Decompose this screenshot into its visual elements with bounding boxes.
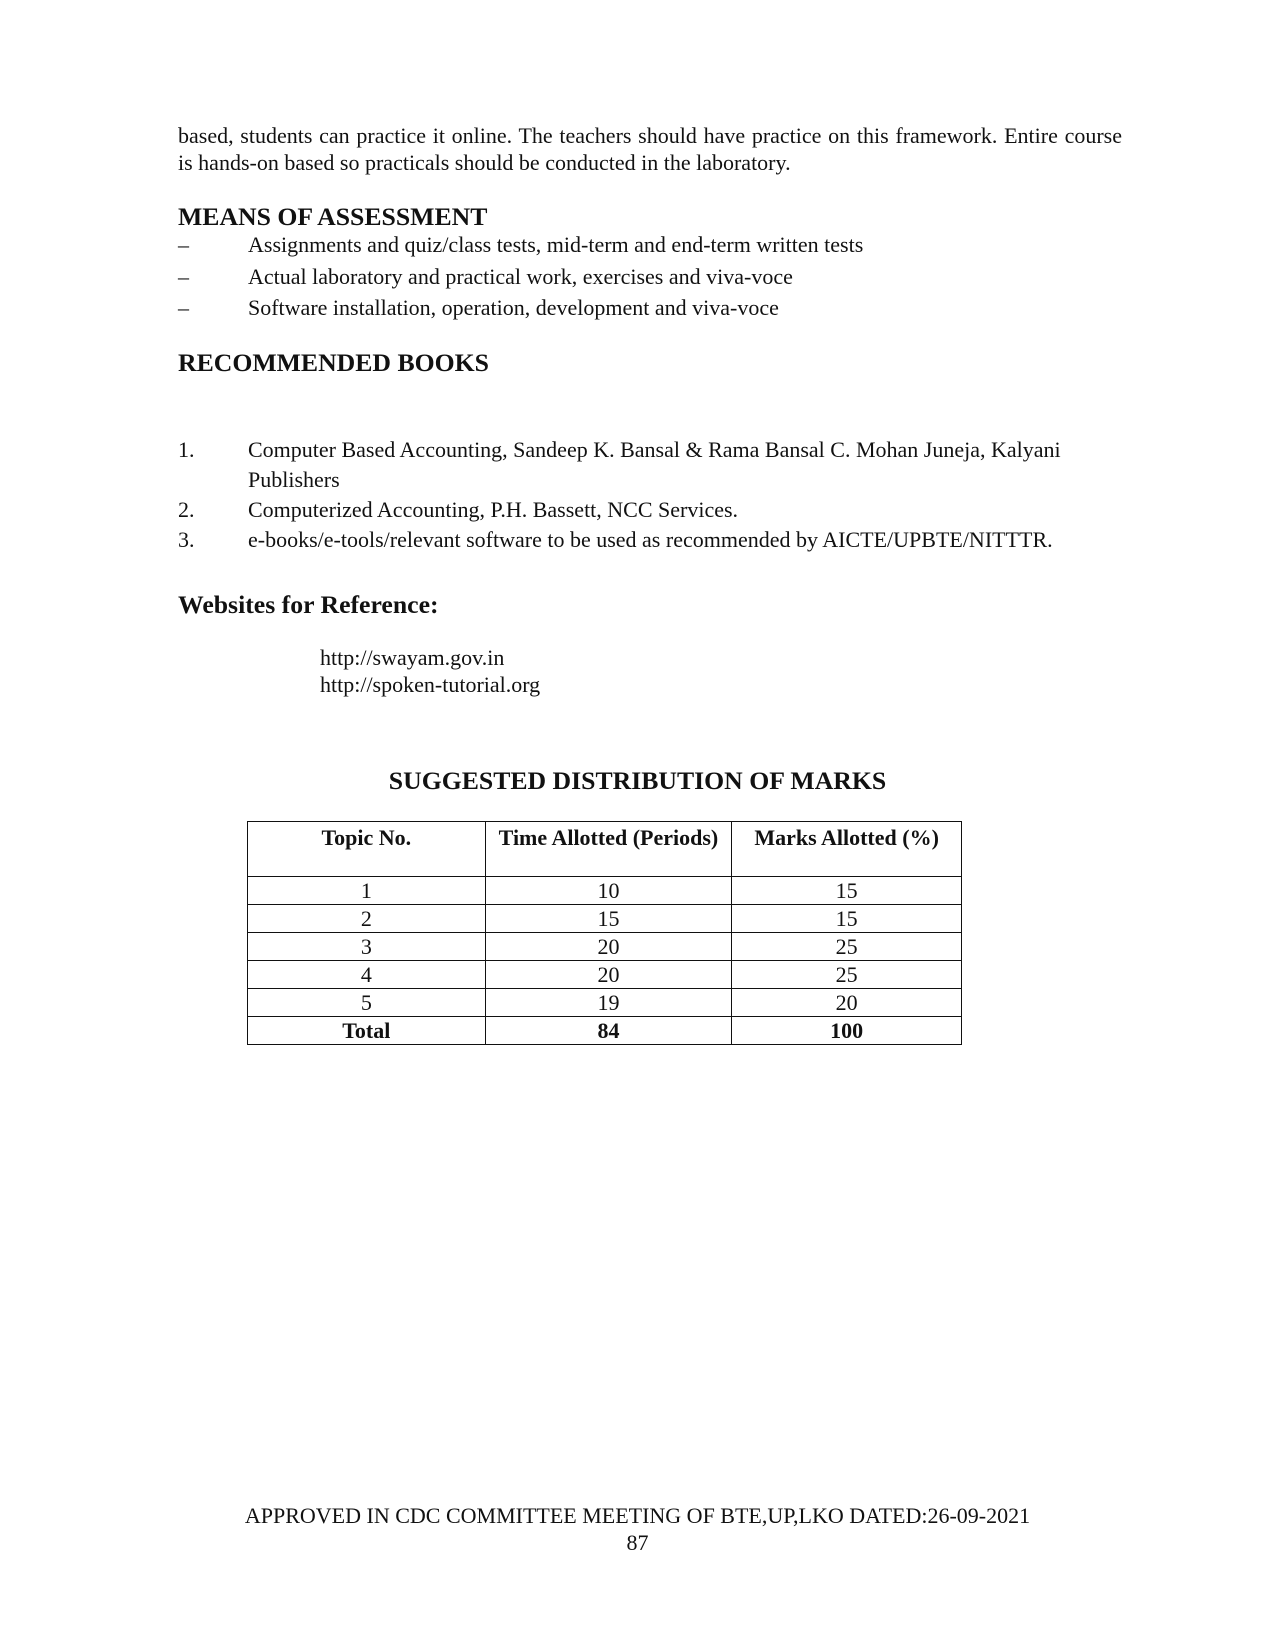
cell-marks: 15	[732, 877, 962, 905]
approval-note: APPROVED IN CDC COMMITTEE MEETING OF BTE,UP,LKO DATED:26-09-2021	[244, 1503, 1031, 1528]
table-row	[248, 905, 962, 933]
header-marks-allotted: Marks Allotted (%)	[732, 822, 962, 877]
books-list	[178, 435, 1122, 555]
list-item-text: Computerized Accounting, P.H. Bassett, NCC Services.	[248, 497, 739, 522]
table-header-row	[248, 822, 962, 877]
cell-topic: 1	[248, 877, 486, 905]
list-item-text: Software installation, operation, development and viva-voce	[248, 295, 779, 320]
list-item	[178, 495, 1122, 525]
books-heading: RECOMMENDED BOOKS	[178, 348, 489, 377]
list-item-text: Actual laboratory and practical work, exercises and viva-voce	[248, 263, 793, 289]
page-footer	[0, 1502, 1275, 1556]
website-link[interactable]: http://spoken-tutorial.org	[320, 672, 541, 697]
cell-time: 15	[485, 905, 732, 933]
cell-marks: 25	[732, 933, 962, 961]
table-total-row	[248, 1017, 962, 1045]
cell-topic: 2	[248, 905, 486, 933]
list-item	[178, 294, 1122, 326]
total-marks: 100	[732, 1017, 962, 1045]
header-topic-no: Topic No.	[248, 822, 486, 877]
cell-time: 20	[485, 961, 732, 989]
table-row	[248, 961, 962, 989]
cell-marks: 25	[732, 961, 962, 989]
dash-marker: –	[178, 263, 189, 289]
table-row	[248, 877, 962, 905]
intro-paragraph: based, students can practice it online. The teachers should have practice on this framework. Entire course is hands-on based so practicals should be conducted in the laboratory.	[178, 123, 1122, 175]
list-number: 3.	[178, 527, 195, 552]
list-item	[178, 525, 1122, 555]
cell-topic: 4	[248, 961, 486, 989]
cell-topic: 5	[248, 989, 486, 1017]
cell-time: 20	[485, 933, 732, 961]
cell-time: 10	[485, 877, 732, 905]
cell-topic: 3	[248, 933, 486, 961]
websites-list	[320, 644, 540, 698]
assessment-list	[178, 231, 1122, 326]
list-number: 2.	[178, 497, 195, 522]
list-item	[178, 435, 1122, 495]
list-item-text: Computer Based Accounting, Sandeep K. Bansal & Rama Bansal C. Mohan Juneja, Kalyani Publishers	[248, 437, 1061, 492]
cell-time: 19	[485, 989, 732, 1017]
cell-marks: 15	[732, 905, 962, 933]
list-item-text: Assignments and quiz/class tests, mid-term and end-term written tests	[248, 232, 864, 257]
website-link[interactable]: http://swayam.gov.in	[320, 645, 505, 670]
table-row	[248, 989, 962, 1017]
cell-marks: 20	[732, 989, 962, 1017]
total-label: Total	[248, 1017, 486, 1045]
dash-marker: –	[178, 295, 189, 320]
header-time-allotted: Time Allotted (Periods)	[485, 822, 732, 877]
total-time: 84	[485, 1017, 732, 1045]
websites-heading: Websites for Reference:	[178, 590, 439, 619]
marks-table	[247, 821, 962, 1045]
page-number: 87	[626, 1530, 649, 1555]
assessment-heading: MEANS OF ASSESSMENT	[178, 202, 488, 231]
list-item-text: e-books/e-tools/relevant software to be used as recommended by AICTE/UPBTE/NITTTR.	[248, 527, 1053, 552]
dash-marker: –	[178, 232, 189, 257]
marks-table-title: SUGGESTED DISTRIBUTION OF MARKS	[388, 766, 887, 795]
list-item	[178, 263, 1122, 295]
list-item	[178, 231, 1122, 263]
table-row	[248, 933, 962, 961]
list-number: 1.	[178, 437, 195, 462]
